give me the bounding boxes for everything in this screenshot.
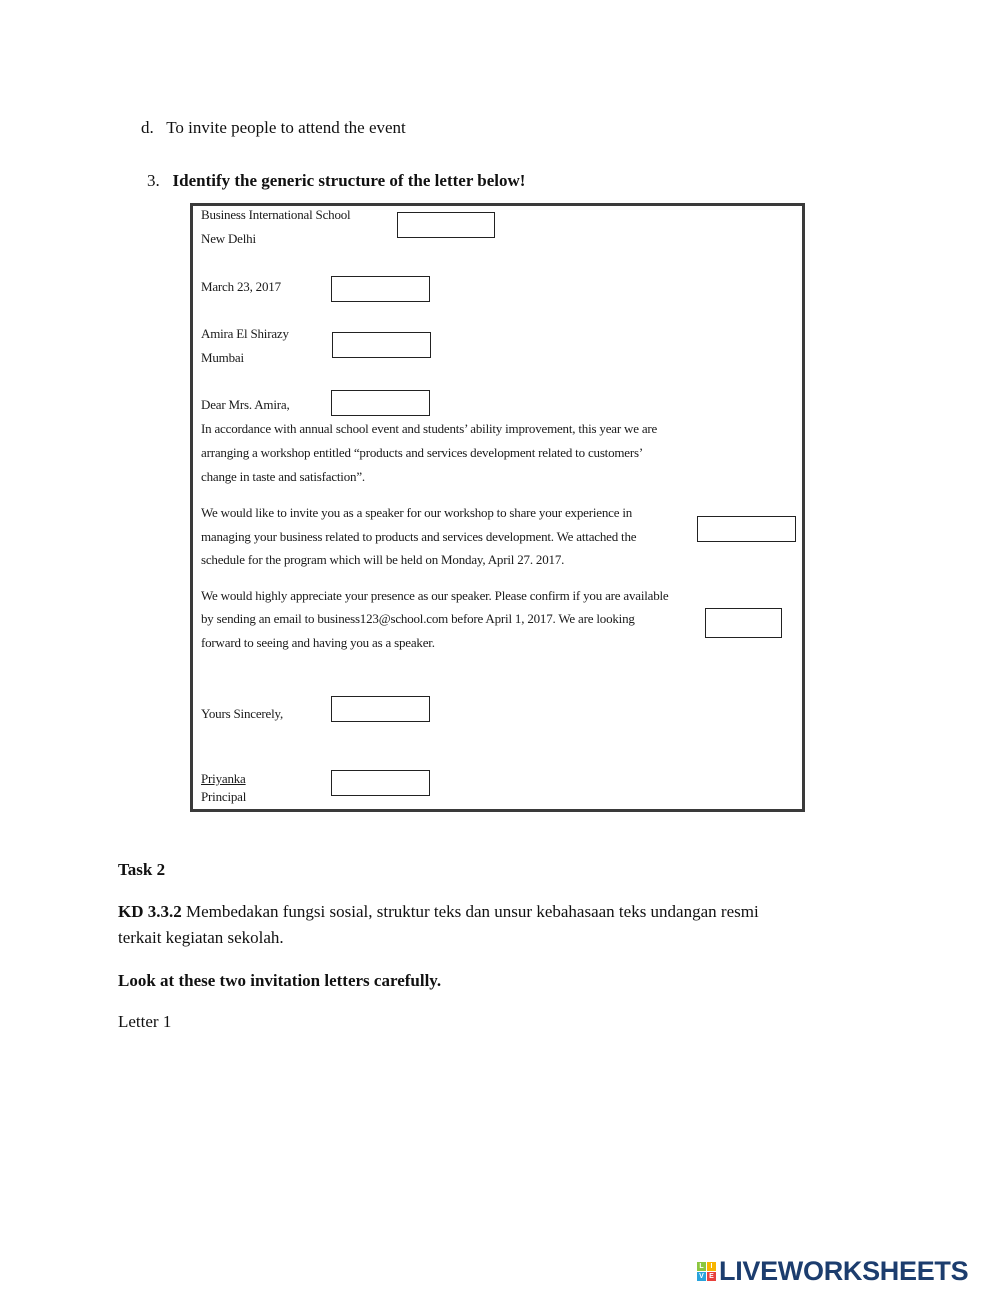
logo-cube: I: [707, 1262, 716, 1271]
logo-cube: V: [697, 1272, 706, 1281]
paragraph1-line: arranging a workshop entitled “products and services development related to customers’: [201, 445, 643, 460]
option-text: To invite people to attend the event: [166, 118, 406, 137]
paragraph3-line: by sending an email to business123@school.com before April 1, 2017. We are looking: [201, 611, 635, 626]
question-3: [147, 172, 525, 189]
answer-input-sender[interactable]: [397, 212, 495, 238]
answer-input-salutation[interactable]: [331, 390, 430, 416]
instruction: Look at these two invitation letters carefully.: [118, 971, 442, 990]
signature-title: Principal: [201, 789, 247, 804]
logo-text: LIVEWORKSHEETS: [719, 1256, 969, 1286]
salutation-text: Dear Mrs. Amira,: [201, 397, 290, 412]
recipient-line: Amira El Shirazy: [201, 326, 289, 341]
question-text: Identify the generic structure of the letter below!: [172, 171, 526, 190]
sender-line: Business International School: [201, 207, 351, 222]
answer-input-body1[interactable]: [697, 516, 796, 542]
paragraph1-line: change in taste and satisfaction”.: [201, 469, 365, 484]
sender-line: New Delhi: [201, 231, 256, 246]
kd-text: Membedakan fungsi sosial, struktur teks dan unsur kebahasaan teks undangan resmi: [186, 902, 759, 921]
kd-line: [118, 903, 759, 920]
kd-text-continued: terkait kegiatan sekolah.: [118, 928, 284, 947]
question-number: 3.: [147, 171, 160, 190]
date-text: March 23, 2017: [201, 279, 281, 294]
option-d: [141, 119, 406, 136]
answer-input-date[interactable]: [331, 276, 430, 302]
logo-cube: E: [707, 1272, 716, 1281]
paragraph2-line: managing your business related to products and services development. We attached the: [201, 529, 637, 544]
task-heading: Task 2: [118, 860, 166, 879]
paragraph2-line: We would like to invite you as a speaker for our workshop to share your experience in: [201, 505, 633, 520]
answer-input-recipient[interactable]: [332, 332, 431, 358]
kd-label: KD 3.3.2: [118, 902, 182, 921]
liveworksheets-logo: [697, 1256, 968, 1287]
logo-cube: L: [697, 1262, 706, 1271]
paragraph1-line: In accordance with annual school event and students’ ability improvement, this year we are: [201, 421, 658, 436]
logo-cubes-icon: [697, 1262, 716, 1281]
answer-input-signature[interactable]: [331, 770, 430, 796]
option-marker: d.: [141, 118, 154, 137]
recipient-line: Mumbai: [201, 350, 244, 365]
answer-input-closing[interactable]: [331, 696, 430, 722]
answer-input-body2[interactable]: [705, 608, 782, 638]
paragraph3-line: forward to seeing and having you as a speaker.: [201, 635, 435, 650]
signature-name: Priyanka: [201, 771, 246, 786]
closing-text: Yours Sincerely,: [201, 706, 284, 721]
letter-label: Letter 1: [118, 1012, 172, 1031]
paragraph2-line: schedule for the program which will be held on Monday, April 27. 2017.: [201, 552, 565, 567]
paragraph3-line: We would highly appreciate your presence as our speaker. Please confirm if you are available: [201, 588, 669, 603]
